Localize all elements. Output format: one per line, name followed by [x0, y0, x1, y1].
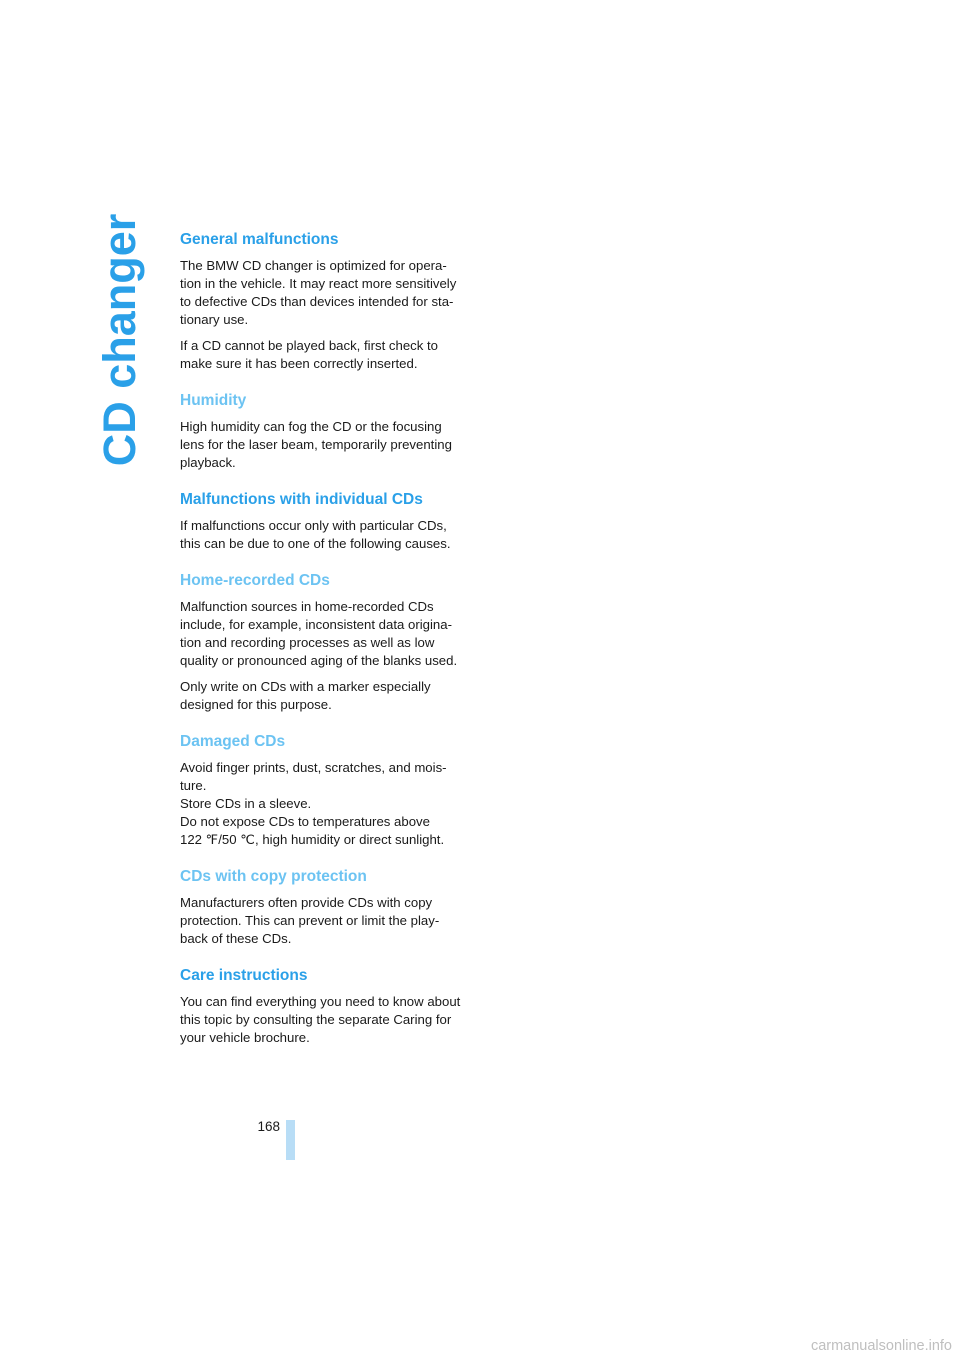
- footer-watermark: carmanualsonline.info: [810, 1338, 952, 1354]
- section: [180, 570, 480, 714]
- section-heading: Care instructions: [180, 967, 308, 984]
- section-paragraph: Avoid finger prints, dust, scratches, and mois- ture. Store CDs in a sleeve. Do not expose CDs to temperatures above 122 ℉/50 ℃, high humidity or direct sunlight.: [180, 760, 447, 847]
- section-heading: Home-recorded CDs: [180, 572, 330, 589]
- chapter-title-text: CD changer: [94, 213, 145, 467]
- section-heading: CDs with copy protection: [180, 868, 367, 885]
- page-number: 168: [257, 1119, 280, 1134]
- page-content: [180, 229, 480, 1064]
- section: [180, 229, 480, 373]
- page-number-bar: [286, 1120, 295, 1160]
- section: [180, 390, 480, 472]
- section: [180, 731, 480, 849]
- section: [180, 489, 480, 553]
- chapter-title: [90, 213, 150, 467]
- section-heading: General malfunctions: [180, 231, 339, 248]
- section-paragraph: High humidity can fog the CD or the focusing lens for the laser beam, temporarily preventing playback.: [180, 419, 452, 470]
- section-paragraph: Manufacturers often provide CDs with copy protection. This can prevent or limit the play- back of these CDs.: [180, 895, 440, 946]
- section-paragraph: If malfunctions occur only with particular CDs, this can be due to one of the following causes.: [180, 518, 451, 551]
- section: [180, 965, 480, 1047]
- section-heading: Humidity: [180, 392, 247, 409]
- section-paragraph: Malfunction sources in home-recorded CDs include, for example, inconsistent data origina- tion and recording processes as well as low quality or pronounced aging of the blanks used.: [180, 599, 458, 668]
- section: [180, 866, 480, 948]
- section-paragraph: You can find everything you need to know about this topic by consulting the separate Caring for your vehicle brochure.: [180, 994, 461, 1045]
- section-heading: Malfunctions with individual CDs: [180, 491, 423, 508]
- section-heading: Damaged CDs: [180, 733, 286, 750]
- section-paragraph: The BMW CD changer is optimized for opera- tion in the vehicle. It may react more sensitively to defective CDs than devices intended for sta- tionary use.: [180, 258, 457, 327]
- section-paragraph: If a CD cannot be played back, first check to make sure it has been correctly inserted.: [180, 338, 439, 371]
- section-paragraph: Only write on CDs with a marker especially designed for this purpose.: [180, 679, 431, 712]
